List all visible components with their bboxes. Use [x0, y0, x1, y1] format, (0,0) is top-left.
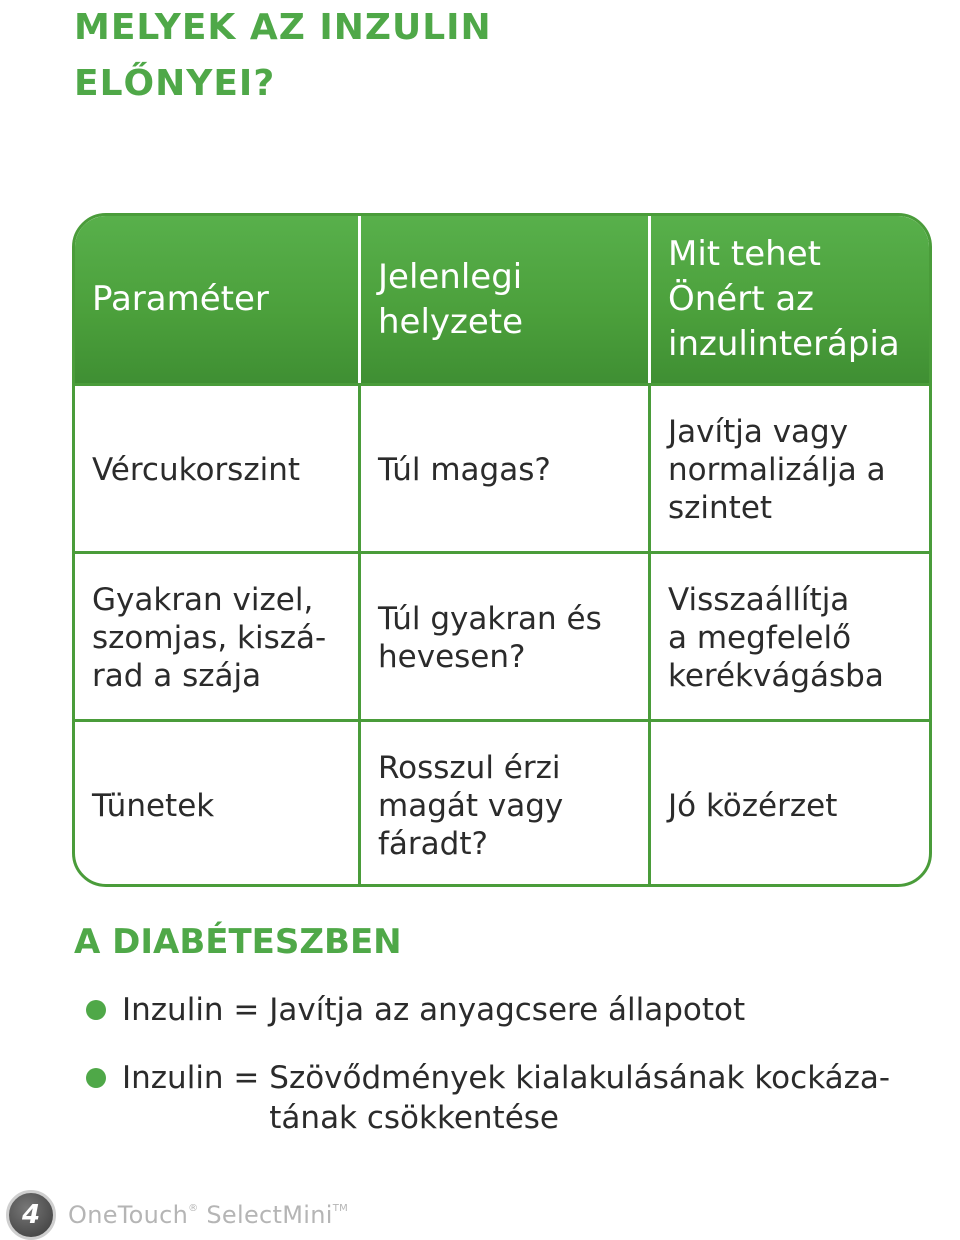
table-cell: Javítja vagy normalizálja a szintet [648, 386, 929, 554]
brand-product: SelectMini [198, 1201, 333, 1229]
table-cell: Vércukorszint [92, 452, 301, 488]
header-cell-insulin-therapy: Mit tehet Önért az inzulinterápia [648, 216, 929, 383]
table-row [75, 383, 929, 554]
bullet-text [122, 990, 960, 1030]
table-row [75, 719, 929, 887]
bullet-prefix: Inzulin = [122, 992, 270, 1028]
brand-logo-text [68, 1201, 348, 1229]
table-cell: Visszaállítja a megfelelő kerékvágásba [648, 554, 929, 722]
bullet-body: Javítja az anyagcsere állapotot [269, 992, 746, 1028]
list-item [86, 990, 940, 1030]
bullet-prefix: Inzulin = [122, 1060, 270, 1096]
table-header-row [75, 216, 929, 383]
page-title-line1: MELYEK AZ INZULIN [74, 7, 492, 48]
table-cell: Gyakran vizel, szomjas, kiszá- rad a szája [92, 582, 327, 694]
insulin-benefits-table [72, 213, 932, 887]
table-cell: Túl magas? [358, 386, 648, 554]
table-cell: Tünetek [92, 788, 215, 824]
section-subtitle: A DIABÉTESZBEN [74, 922, 402, 962]
page-number-badge: 4 [6, 1190, 56, 1240]
bullet-text [122, 1058, 960, 1138]
registered-mark: ® [188, 1203, 199, 1214]
brand-name: OneTouch [68, 1201, 189, 1229]
header-cell-current-state: Jelenlegi helyzete [358, 216, 648, 383]
page-footer [6, 1190, 348, 1240]
page-title [74, 0, 492, 112]
table-cell: Túl gyakran és hevesen? [358, 554, 648, 722]
list-item [86, 1058, 940, 1138]
bullet-dot-icon [86, 1000, 106, 1020]
bullet-body: Szövődmények kialakulásának kockáza- tának csökkentése [269, 1060, 891, 1136]
table-row [75, 551, 929, 722]
bullet-list [86, 990, 940, 1166]
table-cell: Rosszul érzi magát vagy fáradt? [358, 722, 648, 887]
trademark-mark: TM [332, 1203, 349, 1214]
table-cell: Jó közérzet [648, 722, 929, 887]
bullet-dot-icon [86, 1068, 106, 1088]
page-title-line2: ELŐNYEI? [74, 63, 276, 104]
header-cell-parameter: Paraméter [92, 279, 269, 319]
